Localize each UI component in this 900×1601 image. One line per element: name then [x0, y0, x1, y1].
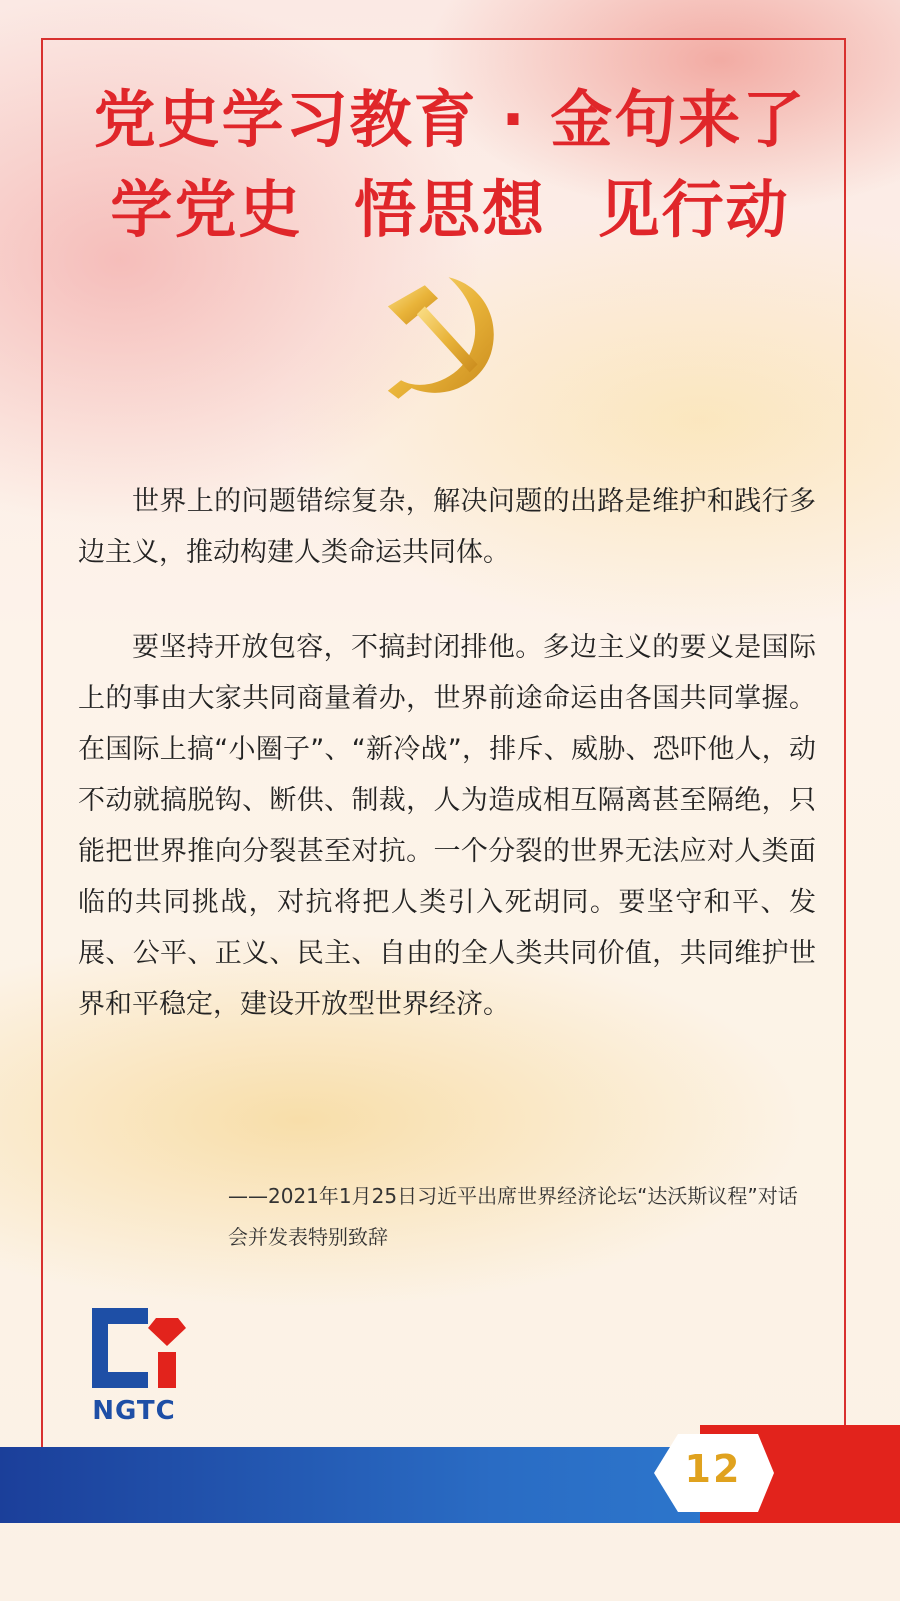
- page-number: 12: [684, 1447, 742, 1491]
- quote-source: ——2021年1月25日习近平出席世界经济论坛“达沃斯议程”对话会并发表特别致辞: [228, 1184, 798, 1249]
- page-subtitle: 学党史 悟思想 见行动: [110, 173, 790, 246]
- quote-paragraph-2: 要坚持开放包容，不搞封闭排他。多边主义的要义是国际上的事由大家共同商量着办，世界前途命运由各国共同掌握。在国际上搞“小圈子”、“新冷战”，排斥、威胁、恐吓他人，动不动就搞脱钩、断供、制裁，人为造成相互隔离甚至隔绝，只能把世界推向分裂甚至对抗。一个分裂的世界无法应对人类面临的共同挑战，对抗将把人类引入死胡同。要坚守和平、发展、公平、正义、民主、自由的全人类共同价值，共同维护世界和平稳定，建设开放型世界经济。: [78, 632, 816, 1020]
- hammer-sickle-icon: [372, 272, 504, 404]
- page-title: 党史学习教育 · 金句来了: [93, 83, 807, 156]
- logo-text: NGTC: [92, 1396, 176, 1426]
- quote-paragraph-1: 世界上的问题错综复杂，解决问题的出路是维护和践行多边主义，推动构建人类命运共同体。: [78, 486, 816, 568]
